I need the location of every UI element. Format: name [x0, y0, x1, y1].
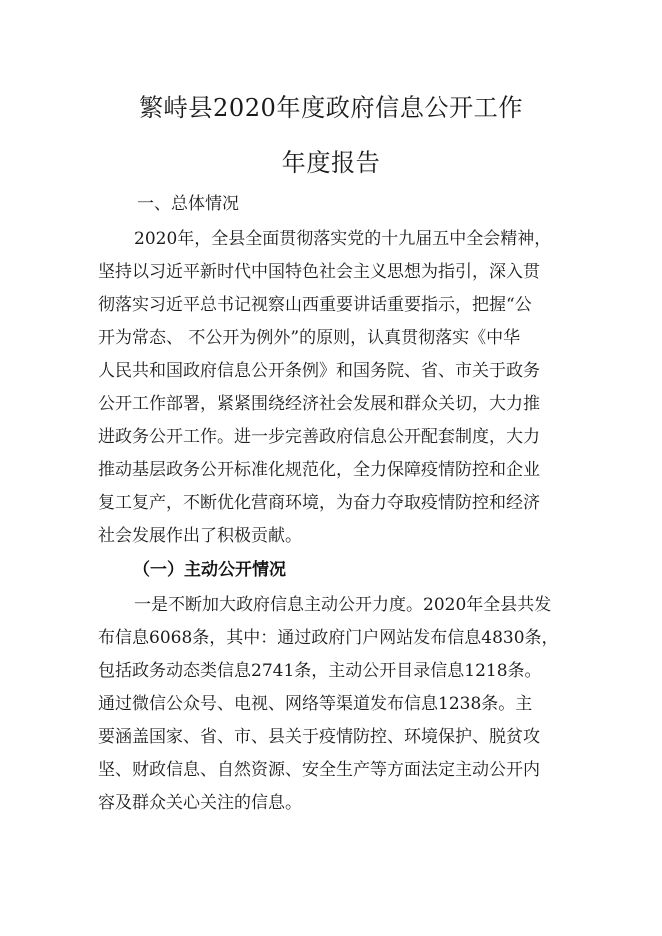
paragraph-line: 推动基层政务公开标准化规范化，全力保障疫情防控和企业	[98, 460, 540, 480]
paragraph-line: 2020年，全县全面贯彻落实党的十九届五中全会精神，	[134, 229, 552, 249]
paragraph-line: 坚持以习近平新时代中国特色社会主义思想为指引，深入贯	[98, 262, 540, 282]
section-heading-overview: 一、总体情况	[137, 194, 239, 214]
paragraph-line: 人民共和国政府信息公开条例》和国务院、省、市关于政务	[98, 361, 540, 381]
document-title-line-2: 年度报告	[281, 149, 381, 177]
paragraph-line: 进政务公开工作。进一步完善政府信息公开配套制度，大力	[98, 427, 540, 447]
paragraph-line: 要涵盖国家、省、市、县关于疫情防控、环境保护、脱贫攻	[98, 727, 540, 747]
paragraph-line: 开为常态、 不公开为例外”的原则，认真贯彻落实《中华	[98, 328, 521, 348]
paragraph-line: 社会发展作出了积极贡献。	[98, 526, 302, 546]
subsection-heading-active-disclosure: （一）主动公开情况	[133, 560, 286, 580]
paragraph-line: 通过微信公众号、电视、网络等渠道发布信息1238条。主	[98, 694, 533, 714]
paragraph-line: 容及群众关心关注的信息。	[98, 793, 302, 813]
paragraph-line: 公开工作部署，紧紧围绕经济社会发展和群众关切，大力推	[98, 394, 540, 414]
paragraph-line: 彻落实习近平总书记视察山西重要讲话重要指示，把握“公	[98, 295, 532, 315]
document-title-line-1: 繁峙县2020年度政府信息公开工作	[138, 94, 523, 122]
paragraph-line: 复工复产，不断优化营商环境，为奋力夺取疫情防控和经济	[98, 493, 540, 513]
paragraph-line: 布信息6068条，其中：通过政府门户网站发布信息4830条，	[98, 628, 559, 648]
paragraph-line: 包括政务动态类信息2741条，主动公开目录信息1218条。	[98, 661, 542, 681]
paragraph-line: 一是不断加大政府信息主动公开力度。2020年全县共发	[134, 595, 552, 615]
paragraph-line: 坚、财政信息、自然资源、安全生产等方面法定主动公开内	[98, 760, 540, 780]
